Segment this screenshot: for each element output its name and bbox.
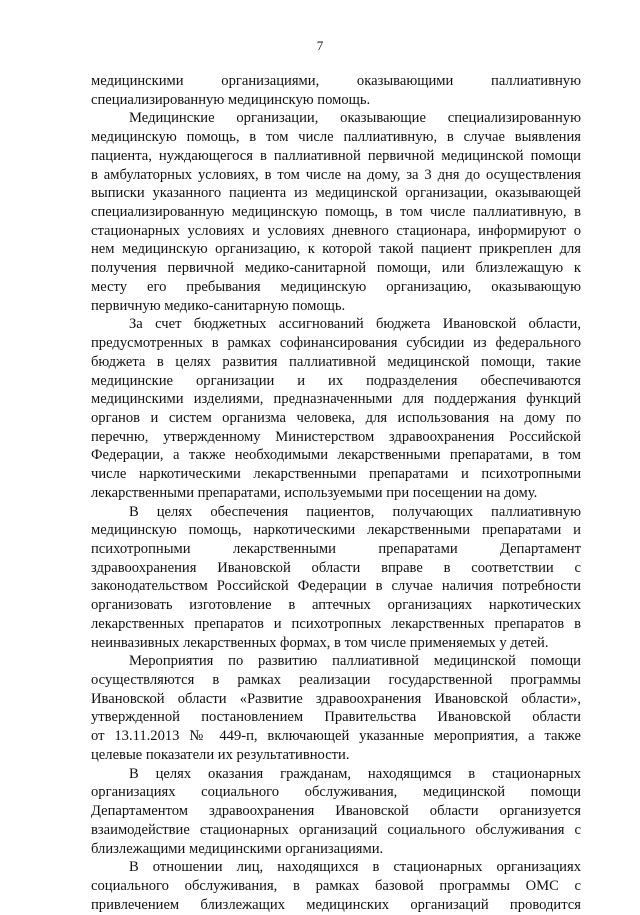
text-line: медицинскими организациями, оказывающими паллиативную	[91, 73, 581, 89]
text-line: числе наркотическими лекарственными препаратами и психотропными	[91, 466, 581, 483]
text-line: пациента, нуждающегося в паллиативной первичной медицинской помощи	[91, 147, 581, 164]
text-line: первичную медико-санитарную помощь.	[91, 297, 346, 314]
text-line: целевые показатели их результативности.	[91, 746, 350, 763]
text-line: выписки указанного пациента из медицинской организации, оказывающей	[91, 185, 581, 202]
text-line: предусмотренных в рамках софинансирования субсидии из федерального	[91, 335, 581, 352]
text-line: В целях оказания гражданам, находящимся в стационарных	[129, 765, 581, 782]
text-line: нем медицинскую организацию, к которой такой пациент прикреплен для	[91, 241, 581, 258]
text-line: близлежащими медицинскими организациями.	[91, 840, 384, 857]
text-line: Департаментом здравоохранения Ивановской области организуется	[91, 803, 581, 820]
text-line: в амбулаторных условиях, в том числе на дому, за 3 дня до осуществления	[91, 166, 581, 183]
text-line: здравоохранения Ивановской области вправе в соответствии с	[91, 559, 581, 576]
text-line: медицинские организации и их подразделения обеспечиваются	[91, 372, 581, 389]
text-line: организациях социального обслуживания, медицинской помощи	[91, 784, 581, 801]
text-line: лекарственными препаратами, используемыми при посещении на дому.	[91, 484, 538, 501]
text-line: перечню, утвержденному Министерством здравоохранения Российской	[91, 428, 581, 445]
text-line: стационарных условиях и условиях дневного стационара, информируют о	[91, 222, 581, 239]
text-line: лекарственных препаратов и психотропных лекарственных препаратов в	[91, 615, 581, 632]
text-line: Медицинские организации, оказывающие специализированную	[129, 110, 581, 127]
text-line: Федерации, а также необходимыми лекарственными препаратами, в том	[91, 447, 581, 464]
text-line: месту его пребывания медицинскую организацию, оказывающую	[91, 278, 581, 295]
text-line: взаимодействие стационарных организаций социального обслуживания с	[91, 821, 581, 838]
text-line: социального обслуживания, в рамках базовой программы ОМС с	[91, 877, 581, 894]
page-number: 7	[316, 38, 324, 53]
text-line: утвержденной постановлением Правительства Ивановской области	[91, 709, 581, 726]
text-line: бюджета в целях развития паллиативной медицинской помощи, такие	[91, 353, 581, 370]
text-line: неинвазивных лекарственных формах, в том числе применяемых у детей.	[91, 634, 549, 651]
text-line: привлечением близлежащих медицинских организаций проводится	[91, 896, 581, 913]
text-line: В отношении лиц, находящихся в стационарных организациях	[129, 859, 581, 876]
text-line: медицинскими изделиями, предназначенными для поддержания функций	[91, 391, 581, 408]
text-line: Ивановской области «Развитие здравоохранения Ивановской области»,	[91, 690, 581, 707]
text-line: За счет бюджетных ассигнований бюджета Ивановской области,	[129, 316, 581, 333]
text-line: В целях обеспечения пациентов, получающих паллиативную	[129, 503, 581, 520]
text-line: организовать изготовление в аптечных организациях наркотических	[91, 597, 581, 614]
text-line: Мероприятия по развитию паллиативной медицинской помощи	[129, 653, 581, 670]
text-line: специализированную медицинскую помощь.	[91, 91, 371, 108]
text-line: специализированную медицинскую помощь, в том числе паллиативную, в	[91, 204, 581, 221]
text-line: законодательством Российской Федерации в случае наличия потребности	[91, 578, 581, 595]
text-line: медицинскую помощь, наркотическими лекарственными препаратами и	[91, 522, 581, 539]
text-line: от 13.11.2013 № 449-п, включающей указанные мероприятия, а также	[91, 728, 581, 745]
text-line: получения первичной медико-санитарной помощи, или близлежащую к	[91, 260, 581, 277]
text-line: осуществляются в рамках реализации государственной программы	[91, 672, 581, 689]
text-line: органов и систем организма человека, для использования на дому по	[91, 409, 581, 426]
text-line: психотропными лекарственными препаратами Департамент	[91, 541, 581, 557]
text-line: медицинскую помощь, в том числе паллиативную, в случае выявления	[91, 129, 581, 146]
